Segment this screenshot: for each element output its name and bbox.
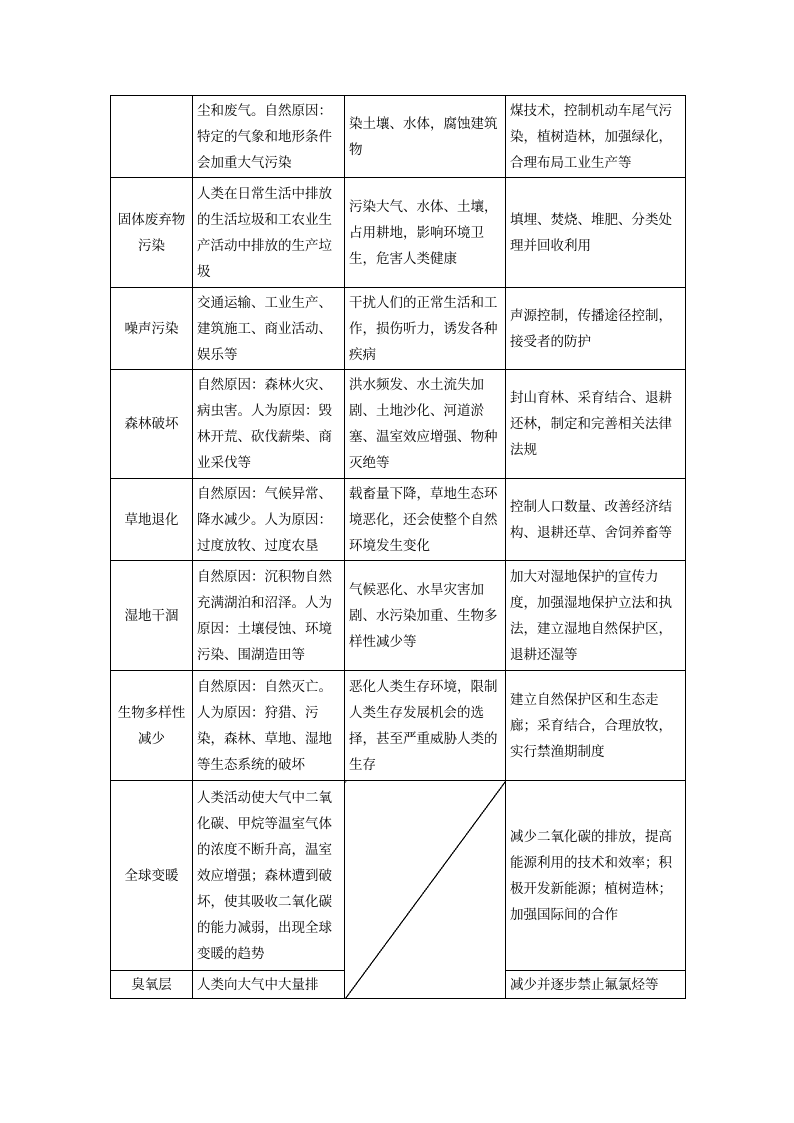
measure-cell: 减少二氧化碳的排放，提高能源利用的技术和效率；积极开发新能源；植树造林；加强国际间的合作 (506, 781, 686, 971)
effect-cell: 气候恶化、水旱灾害加剧、水污染加重、生物多样性减少等 (345, 561, 506, 671)
category-cell: 全球变暖 (111, 781, 193, 971)
environment-problems-table (110, 95, 686, 999)
table-row (111, 671, 686, 781)
table-row (111, 561, 686, 671)
category-cell: 森林破坏 (111, 370, 193, 479)
cause-cell: 尘和废气。自然原因：特定的气象和地形条件会加重大气污染 (193, 96, 345, 178)
cause-cell: 自然原因：自然灭亡。人为原因：狩猎、污染，森林、草地、湿地等生态系统的破坏 (193, 671, 345, 781)
measure-cell: 声源控制，传播途径控制，接受者的防护 (506, 288, 686, 370)
cause-cell: 自然原因：气候异常、降水减少。人为原因：过度放牧、过度农垦 (193, 479, 345, 561)
table-row (111, 178, 686, 288)
category-cell: 草地退化 (111, 479, 193, 561)
empty-diagonal-cell (345, 781, 506, 999)
category-cell (111, 96, 193, 178)
table-row (111, 781, 686, 971)
category-cell: 噪声污染 (111, 288, 193, 370)
measure-cell: 建立自然保护区和生态走廊；采育结合，合理放牧，实行禁渔期制度 (506, 671, 686, 781)
measure-cell: 封山育林、采育结合、退耕还林，制定和完善相关法律法规 (506, 370, 686, 479)
table-row (111, 479, 686, 561)
category-cell: 固体废弃物污染 (111, 178, 193, 288)
effect-cell: 恶化人类生存环境，限制人类生存发展机会的选择，甚至严重威胁人类的生存 (345, 671, 506, 781)
measure-cell: 加大对湿地保护的宣传力度，加强湿地保护立法和执法，建立湿地自然保护区，退耕还湿等 (506, 561, 686, 671)
effect-cell: 污染大气、水体、土壤，占用耕地，影响环境卫生，危害人类健康 (345, 178, 506, 288)
effect-cell: 染土壤、水体，腐蚀建筑物 (345, 96, 506, 178)
measure-cell: 控制人口数量、改善经济结构、退耕还草、舍饲养畜等 (506, 479, 686, 561)
table-row (111, 288, 686, 370)
effect-cell: 载畜量下降，草地生态环境恶化，还会使整个自然环境发生变化 (345, 479, 506, 561)
cause-cell: 自然原因：森林火灾、病虫害。人为原因：毁林开荒、砍伐薪柴、商业采伐等 (193, 370, 345, 479)
table-row (111, 96, 686, 178)
cause-cell: 人类活动使大气中二氧化碳、甲烷等温室气体的浓度不断升高，温室效应增强；森林遭到破坏，使其吸收二氧化碳的能力减弱，出现全球变暖的趋势 (193, 781, 345, 971)
effect-cell: 干扰人们的正常生活和工作，损伤听力，诱发各种疾病 (345, 288, 506, 370)
cause-cell: 交通运输、工业生产、建筑施工、商业活动、娱乐等 (193, 288, 345, 370)
table-row (111, 370, 686, 479)
effect-cell: 洪水频发、水土流失加剧、土地沙化、河道淤塞、温室效应增强、物种灭绝等 (345, 370, 506, 479)
measure-cell: 减少并逐步禁止氟氯烃等 (506, 971, 686, 999)
measure-cell: 填埋、焚烧、堆肥、分类处理并回收利用 (506, 178, 686, 288)
cause-cell: 人类在日常生活中排放的生活垃圾和工农业生产活动中排放的生产垃圾 (193, 178, 345, 288)
measure-cell: 煤技术，控制机动车尾气污染，植树造林，加强绿化，合理布局工业生产等 (506, 96, 686, 178)
cause-cell: 人类向大气中大量排 (193, 971, 345, 999)
category-cell: 生物多样性减少 (111, 671, 193, 781)
category-cell: 湿地干涸 (111, 561, 193, 671)
cause-cell: 自然原因：沉积物自然充满湖泊和沼泽。人为原因：土壤侵蚀、环境污染、围湖造田等 (193, 561, 345, 671)
category-cell: 臭氧层 (111, 971, 193, 999)
